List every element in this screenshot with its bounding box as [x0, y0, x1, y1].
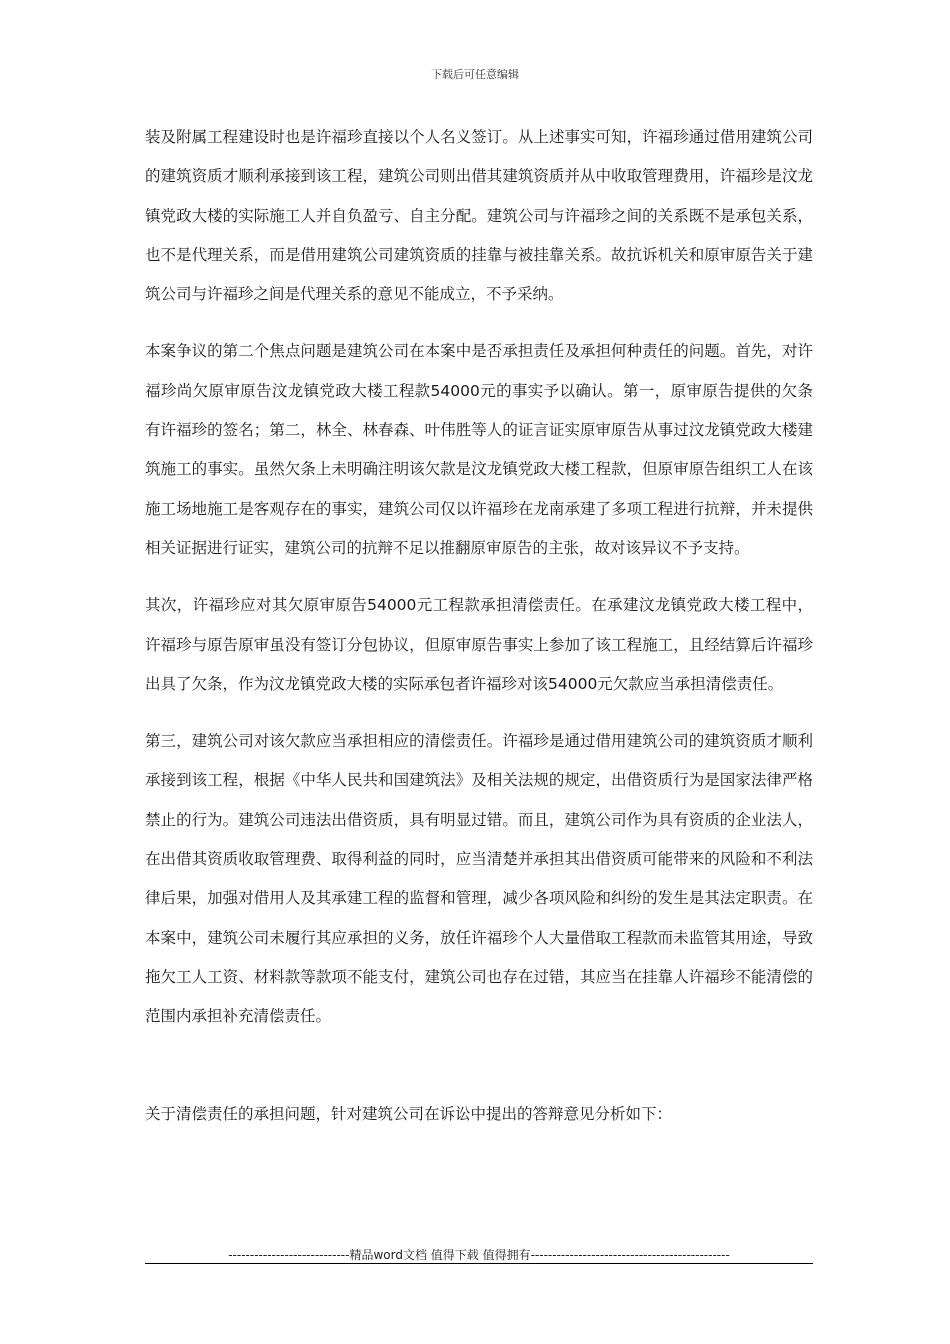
paragraph-spacer: [145, 314, 813, 332]
paragraph-1: 装及附属工程建设时也是许福珍直接以个人名义签订。从上述事实可知，许福珍通过借用建筑公司的建筑资质才顺利承接到该工程，建筑公司则出借其建筑资质并从中收取管理费用，许福珍是汶龙镇党政大楼的实际施工人并自负盈亏、自主分配。建筑公司与许福珍之间的关系既不是承包关系，也不是代理关系，而是借用建筑公司建筑资质的挂靠与被挂靠关系。故抗诉机关和原审原告关于建筑公司与许福珍之间是代理关系的意见不能成立，不予采纳。: [145, 128, 813, 304]
paragraph-3: 其次，许福珍应对其欠原审原告54000元工程款承担清偿责任。在承建汶龙镇党政大楼工程中，许福珍与原告原审虽没有签订分包协议，但原审原告事实上参加了该工程施工，且经结算后许福珍出具了欠条，作为汶龙镇党政大楼的实际承包者许福珍对该54000元欠款应当承担清偿责任。: [145, 596, 813, 693]
paragraph-4: 第三，建筑公司对该欠款应当承担相应的清偿责任。许福珍是通过借用建筑公司的建筑资质才顺利承接到该工程，根据《中华人民共和国建筑法》及相关法规的规定，出借资质行为是国家法律严格禁止的行为。建筑公司违法出借资质，具有明显过错。而且，建筑公司作为具有资质的企业法人，在出借其资质收取管理费、取得利益的同时，应当清楚并承担其出借资质可能带来的风险和不利法律后果，加强对借用人及其承建工程的监督和管理，减少各项风险和纠纷的发生是其法定职责。在本案中，建筑公司未履行其应承担的义务，放任许福珍个人大量借取工程款而未监管其用途，导致拖欠工人工资、材料款等款项不能支付，建筑公司也存在过错，其应当在挂靠人许福珍不能清偿的范围内承担补充清偿责任。: [145, 732, 813, 1026]
paragraph-5: 关于清偿责任的承担问题，针对建筑公司在诉讼中提出的答辩意见分析如下：: [145, 1104, 673, 1123]
paragraph-2: 本案争议的第二个焦点问题是建筑公司在本案中是否承担责任及承担何种责任的问题。首先，对许福珍尚欠原审原告汶龙镇党政大楼工程款54000元的事实予以确认。第一，原审原告提供的欠条有许福珍的签名；第二，林全、林春森、叶伟胜等人的证言证实原审原告从事过汶龙镇党政大楼建筑施工的事实。虽然欠条上未明确注明该欠款是汶龙镇党政大楼工程款，但原审原告组织工人在该施工场地施工是客观存在的事实，建筑公司仅以许福珍在龙南承建了多项工程进行抗辩，并未提供相关证据进行证实，建筑公司的抗辩不足以推翻原审原告的主张，故对该异议不予支持。: [145, 342, 813, 557]
document-body: [145, 118, 813, 1134]
paragraph-spacer: [145, 704, 813, 722]
page-header-note: 下载后可任意编辑: [431, 68, 519, 81]
paragraph-spacer: [145, 1037, 813, 1095]
page-footer: ----------------------------精品word文档 值得下载 值得拥有----------------------------------------------: [228, 1248, 730, 1262]
paragraph-spacer: [145, 568, 813, 586]
footer-divider: [145, 1263, 813, 1264]
